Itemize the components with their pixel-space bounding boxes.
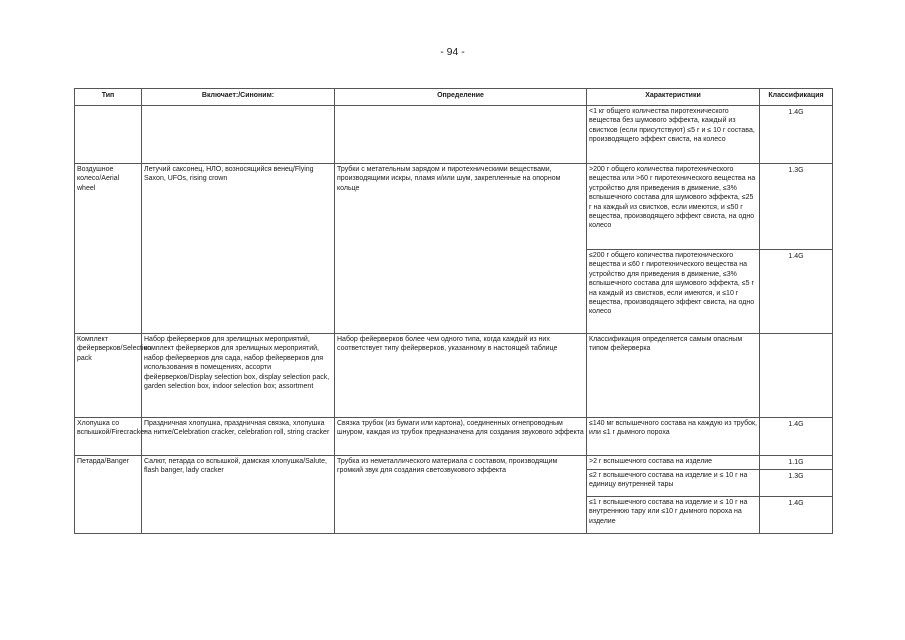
- includes-cell: Набор фейерверков для зрелищных мероприятий, комплект фейерверков для зрелищных мероприятий, набор фейерверков для сада, набор фейерверков для использования в помещениях, ассорти фейерверков/Display selection box, display selection pack, garden selection box, indoor selection box; assortment: [142, 334, 335, 418]
- includes-cell: Салют, петарда со вспышкой, дамская хлопушка/Salute, flash banger, lady cracker: [142, 456, 335, 534]
- type-cell: [75, 106, 142, 164]
- page-number: - 94 -: [440, 46, 465, 58]
- includes-cell: Летучий саксонец, НЛО, возносящийся венец/Flying Saxon, UFOs, rising crown: [142, 164, 335, 334]
- includes-cell: [142, 106, 335, 164]
- col-header-definition: Определение: [335, 89, 587, 106]
- characteristics-cell: >2 г вспышечного состава на изделие: [587, 456, 760, 470]
- classification-cell: 1.3G: [760, 164, 833, 250]
- table-row: [75, 418, 833, 456]
- characteristics-cell: ≤1 г вспышечного состава на изделие и ≤ 10 г на внутреннюю тару или ≤10 г дымного пороха на изделие: [587, 497, 760, 534]
- table-row: [75, 106, 833, 164]
- classification-cell: 1.4G: [760, 418, 833, 456]
- col-header-characteristics: Характеристики: [587, 89, 760, 106]
- col-header-includes: Включает:/Синоним:: [142, 89, 335, 106]
- table-row: [75, 334, 833, 418]
- type-cell: Комплект фейерверков/Selection pack: [75, 334, 142, 418]
- includes-cell: Праздничная хлопушка, праздничная связка, хлопушка на нитке/Celebration cracker, celebration roll, string cracker: [142, 418, 335, 456]
- classification-table: [74, 88, 833, 534]
- col-header-type: Тип: [75, 89, 142, 106]
- type-cell: Воздушное колесо/Aerial wheel: [75, 164, 142, 334]
- table-row: [75, 456, 833, 470]
- definition-cell: Трубки с метательным зарядом и пиротехническими веществами, производящими искры, пламя и/или шум, закрепленные на опорном кольце: [335, 164, 587, 334]
- definition-cell: Трубка из неметаллического материала с составом, производящим громкий звук для создания светозвукового эффекта: [335, 456, 587, 534]
- type-cell: Петарда/Banger: [75, 456, 142, 534]
- type-cell: Хлопушка со вспышкой/Firecracker: [75, 418, 142, 456]
- classification-cell: 1.3G: [760, 470, 833, 497]
- characteristics-cell: >200 г общего количества пиротехнического вещества или >60 г пиротехнического вещества на устройство для приведения в движение, ≤3% вспышечного состава для шумового эффекта, ≤25 г на каждый из свистков, если имеются, и ≤50 г вещества, производящего эффект свиста, на одно колесо: [587, 164, 760, 250]
- classification-cell: 1.4G: [760, 497, 833, 534]
- classification-cell: [760, 334, 833, 418]
- characteristics-cell: Классификация определяется самым опасным типом фейерверка: [587, 334, 760, 418]
- characteristics-cell: ≤140 мг вспышечного состава на каждую из трубок, или ≤1 г дымного пороха: [587, 418, 760, 456]
- table-row: [75, 164, 833, 250]
- characteristics-cell: ≤2 г вспышечного состава на изделие и ≤ 10 г на единицу внутренней тары: [587, 470, 760, 497]
- col-header-classification: Классификация: [760, 89, 833, 106]
- classification-cell: 1.4G: [760, 250, 833, 334]
- classification-cell: 1.4G: [760, 106, 833, 164]
- characteristics-cell: ≤200 г общего количества пиротехнического вещества и ≤60 г пиротехнического вещества на устройство для приведения в движение, ≤3% вспышечного состава для шумового эффекта, ≤5 г на каждый из свистков, если имеются, и ≤10 г вещества, производящего эффект свиста, на одно колесо: [587, 250, 760, 334]
- definition-cell: [335, 106, 587, 164]
- characteristics-cell: <1 кг общего количества пиротехнического вещества без шумового эффекта, каждый из свистков (если присутствуют) ≤5 г и ≤ 10 г состава, производящего эффект свиста, на колесо: [587, 106, 760, 164]
- definition-cell: Набор фейерверков более чем одного типа, когда каждый из них соответствует типу фейерверков, указанному в настоящей таблице: [335, 334, 587, 418]
- definition-cell: Связка трубок (из бумаги или картона), соединенных огнепроводным шнуром, каждая из трубок предназначена для создания звукового эффекта: [335, 418, 587, 456]
- header-row: [75, 89, 833, 106]
- classification-cell: 1.1G: [760, 456, 833, 470]
